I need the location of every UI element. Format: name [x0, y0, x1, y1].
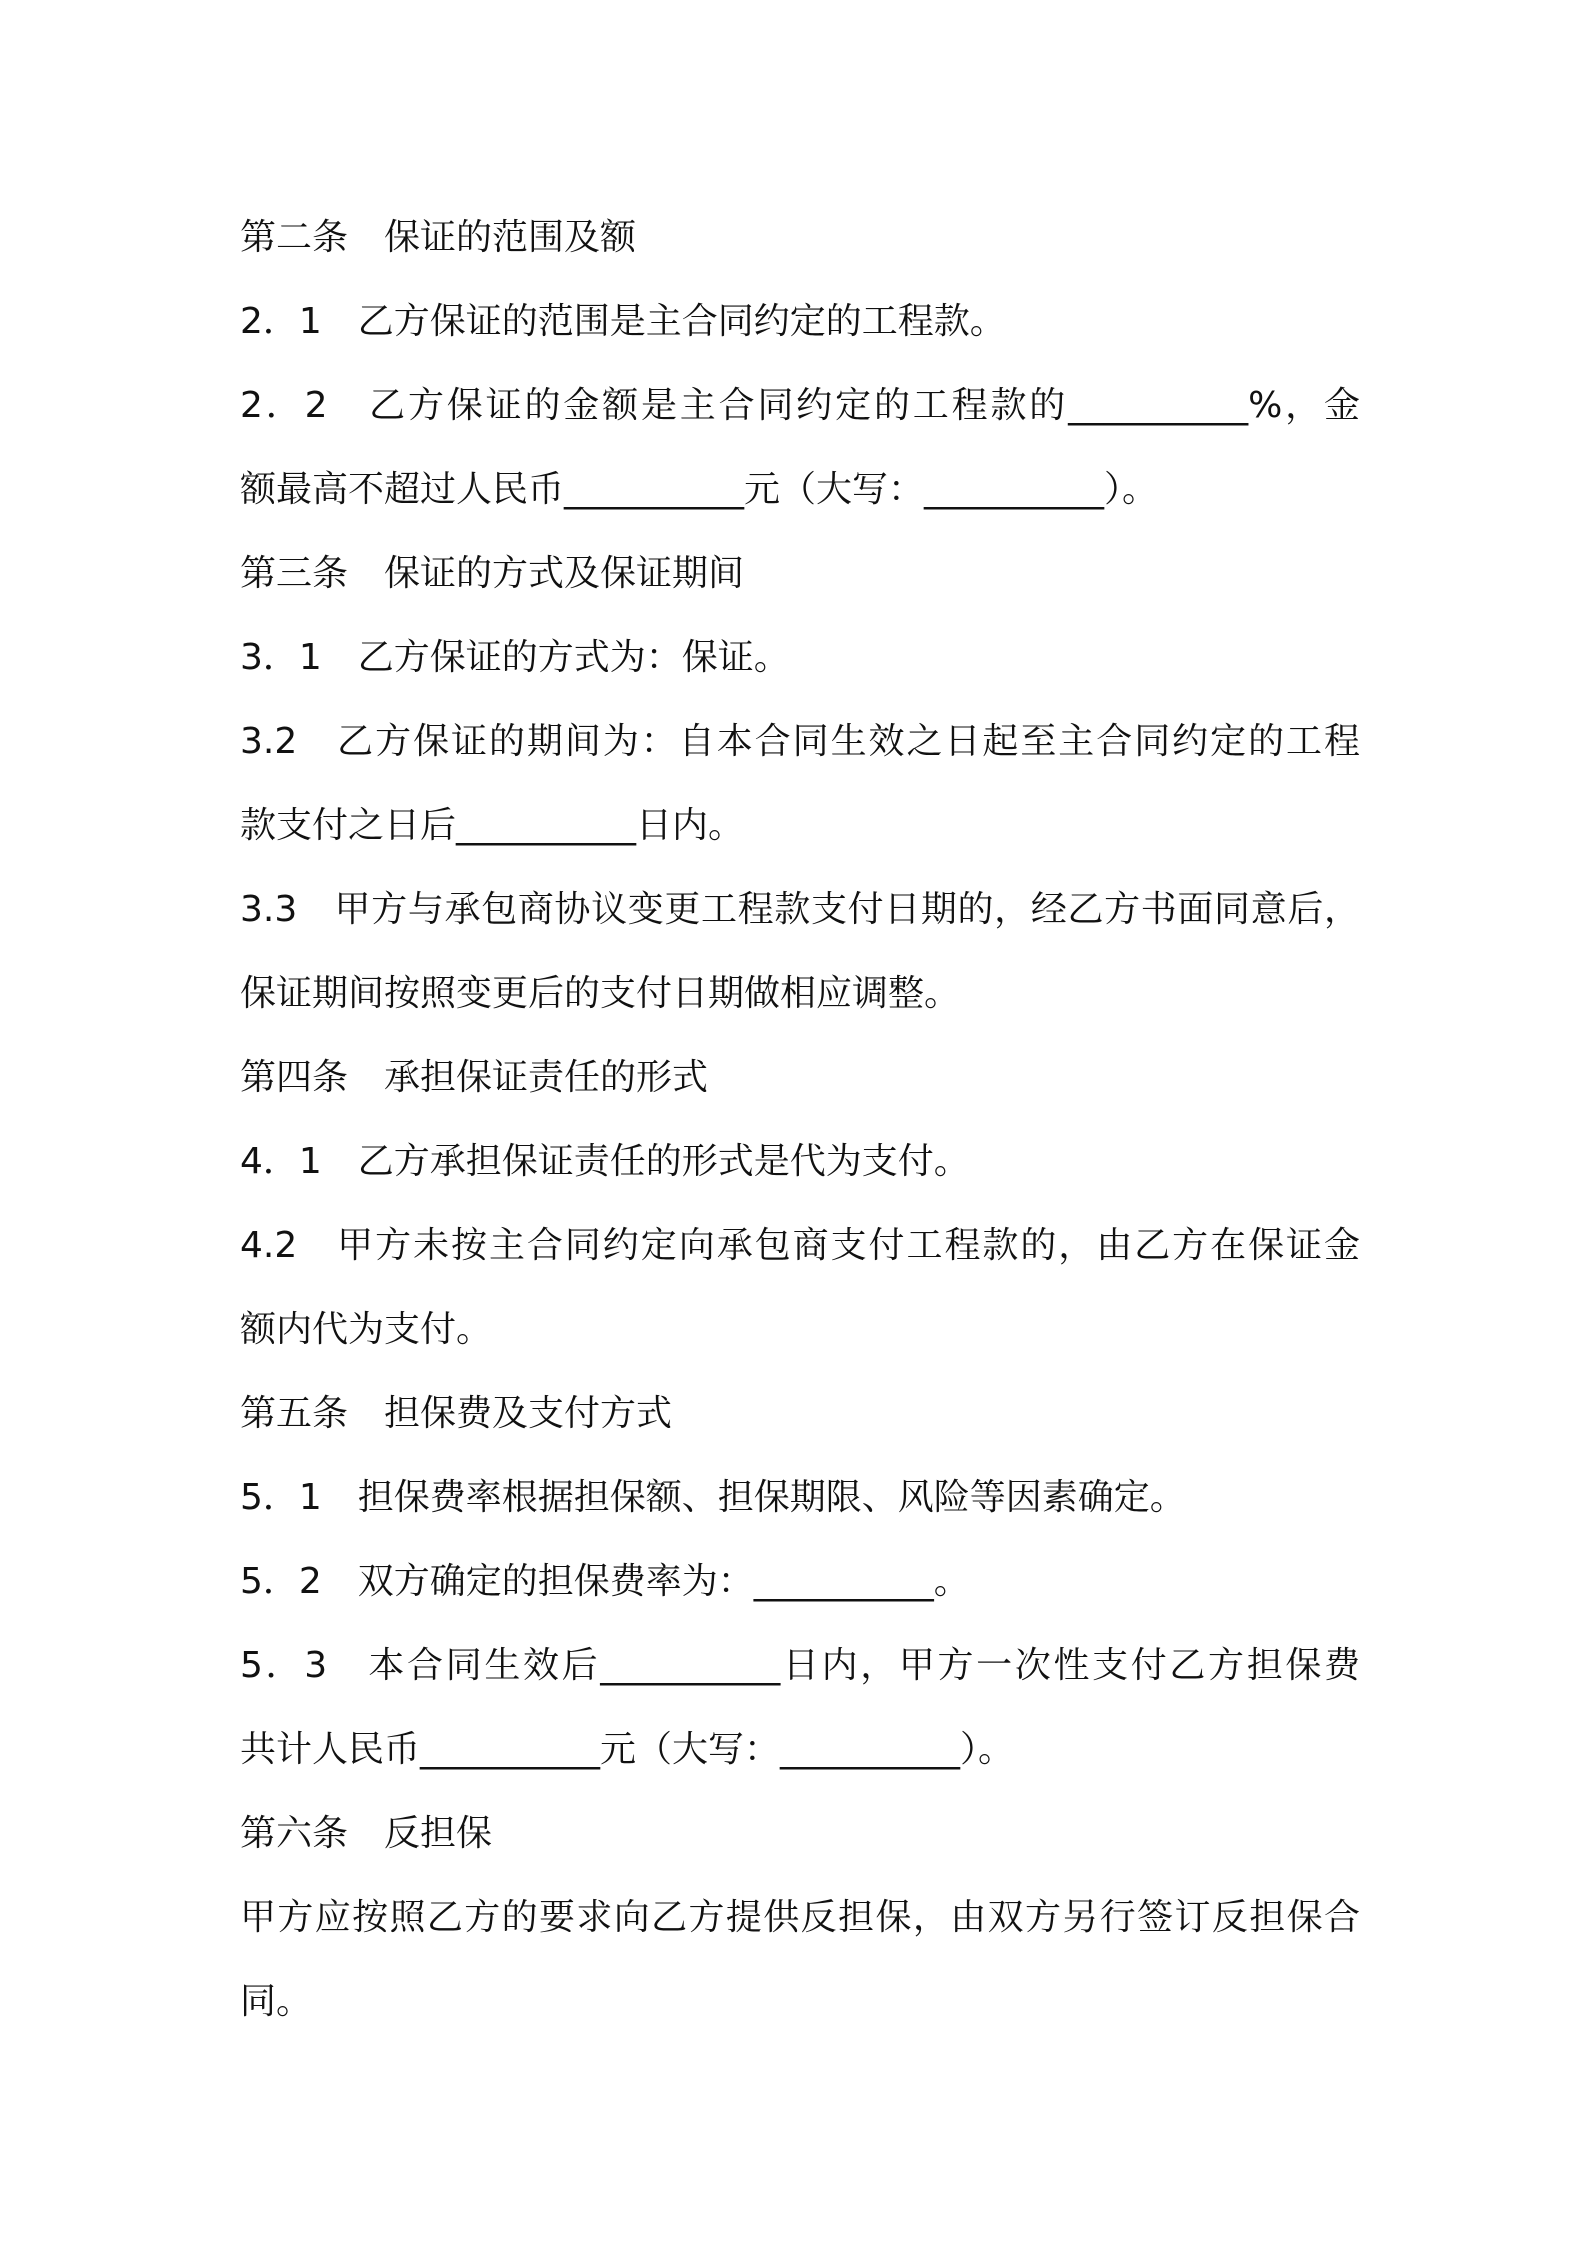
- article-6-body-line-1: 甲方应按照乙方的要求向乙方提供反担保，由双方另行签订反担保合: [240, 1897, 1360, 1938]
- clause-5-2: 5．2 双方确定的担保费率为：__________。: [240, 1561, 970, 1602]
- clause-2-2-line-1: 2．2 乙方保证的金额是主合同约定的工程款的__________%，金: [240, 385, 1360, 426]
- article-4-heading: 第四条 承担保证责任的形式: [240, 1057, 709, 1098]
- clause-3-1: 3．1 乙方保证的方式为：保证。: [240, 637, 790, 678]
- clause-3-3-line-1: 3.3 甲方与承包商协议变更工程款支付日期的，经乙方书面同意后，: [240, 889, 1360, 930]
- clause-3-2-line-1: 3.2 乙方保证的期间为：自本合同生效之日起至主合同约定的工程: [240, 721, 1360, 762]
- article-3-heading: 第三条 保证的方式及保证期间: [240, 553, 745, 594]
- article-6-body-line-2: 同。: [240, 1981, 313, 2022]
- document-page: [240, 196, 1360, 2044]
- clause-4-2-line-1: 4.2 甲方未按主合同约定向承包商支付工程款的，由乙方在保证金: [240, 1225, 1360, 1266]
- article-6-heading: 第六条 反担保: [240, 1813, 493, 1854]
- clause-2-2-line-2: 额最高不超过人民币__________元（大写：__________）。: [240, 469, 1159, 510]
- clause-5-3-line-1: 5．3 本合同生效后__________日内，甲方一次性支付乙方担保费: [240, 1645, 1360, 1686]
- clause-3-2-line-2: 款支付之日后__________日内。: [240, 805, 745, 846]
- clause-2-1: 2．1 乙方保证的范围是主合同约定的工程款。: [240, 301, 1006, 342]
- clause-5-1: 5．1 担保费率根据担保额、担保期限、风险等因素确定。: [240, 1477, 1186, 1518]
- clause-3-3-line-2: 保证期间按照变更后的支付日期做相应调整。: [240, 973, 961, 1014]
- article-2-heading: 第二条 保证的范围及额: [240, 217, 637, 258]
- clause-4-1: 4．1 乙方承担保证责任的形式是代为支付。: [240, 1141, 970, 1182]
- article-5-heading: 第五条 担保费及支付方式: [240, 1393, 673, 1434]
- clause-4-2-line-2: 额内代为支付。: [240, 1309, 493, 1350]
- clause-5-3-line-2: 共计人民币__________元（大写：__________）。: [240, 1729, 1015, 1770]
